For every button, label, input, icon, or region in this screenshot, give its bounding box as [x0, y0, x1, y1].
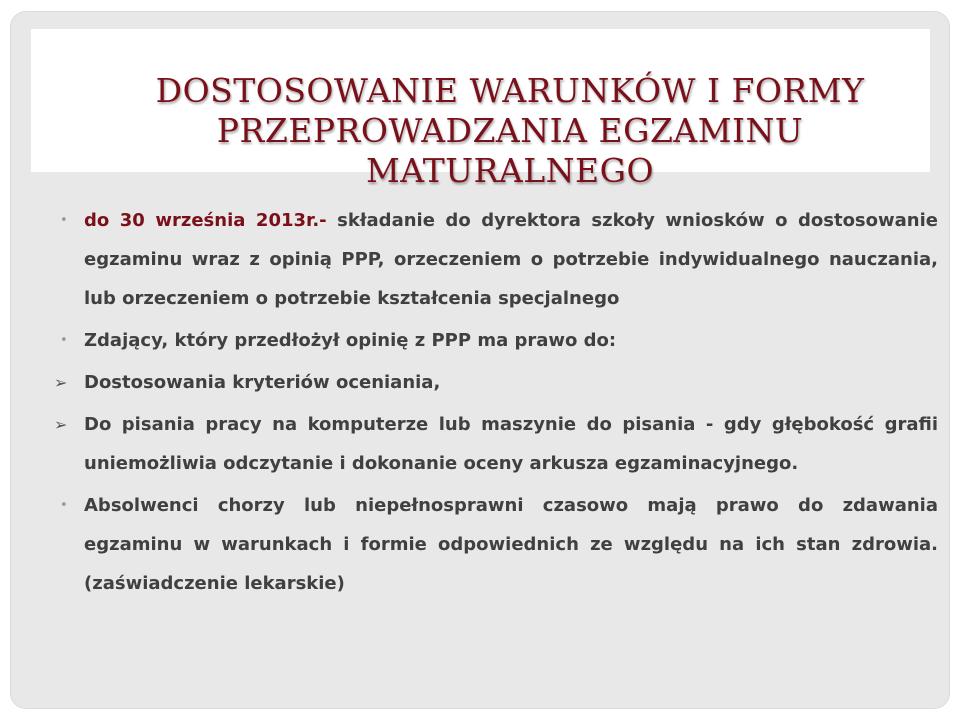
- bullet-list: [48, 201, 938, 603]
- bullet-dot-icon: •: [60, 498, 68, 513]
- bullet-text: Dostosowania kryteriów oceniania,: [84, 372, 441, 393]
- arrow-bullet-icon: ➢: [54, 415, 68, 434]
- title-line-1: DOSTOSOWANIE WARUNKÓW I FORMY: [155, 71, 865, 110]
- bullet-text: składanie do dyrektora szkoły wniosków o dostosowanie egzaminu wraz z opinią PPP, orzeczeniem o potrzebie indywidualnego nauczania, lub orzeczeniem o potrzebie kształcenia specjalnego: [84, 210, 938, 309]
- bullet-dot-icon: •: [60, 333, 68, 348]
- arrow-bullet-icon: ➢: [54, 373, 68, 392]
- deadline-highlight: do 30 września 2013r.-: [84, 210, 327, 231]
- bullet-item-computer: [48, 405, 938, 483]
- bullet-text: Absolwenci chorzy lub niepełnosprawni czasowo mają prawo do zdawania egzaminu w warunkach i formie odpowiednich ze względu na ich stan zdrowia. (zaświadczenie lekarskie): [84, 495, 938, 594]
- title-line-3: MATURALNEGO: [365, 151, 655, 190]
- bullet-item-rights: [48, 321, 938, 360]
- bullet-item-graduates: [48, 486, 938, 603]
- bullet-text: Do pisania pracy na komputerze lub maszynie do pisania - gdy głębokość grafii uniemożliwia odczytanie i dokonanie oceny arkusza egzaminacyjnego.: [84, 414, 938, 474]
- bullet-text: Zdający, który przedłożył opinię z PPP ma prawo do:: [84, 330, 617, 351]
- bullet-dot-icon: •: [60, 213, 68, 228]
- slide: [10, 11, 950, 709]
- slide-title: [90, 71, 930, 191]
- bullet-item-criteria: [48, 363, 938, 402]
- title-line-2: PRZEPROWADZANIA EGZAMINU: [216, 111, 804, 150]
- bullet-item-deadline: [48, 201, 938, 318]
